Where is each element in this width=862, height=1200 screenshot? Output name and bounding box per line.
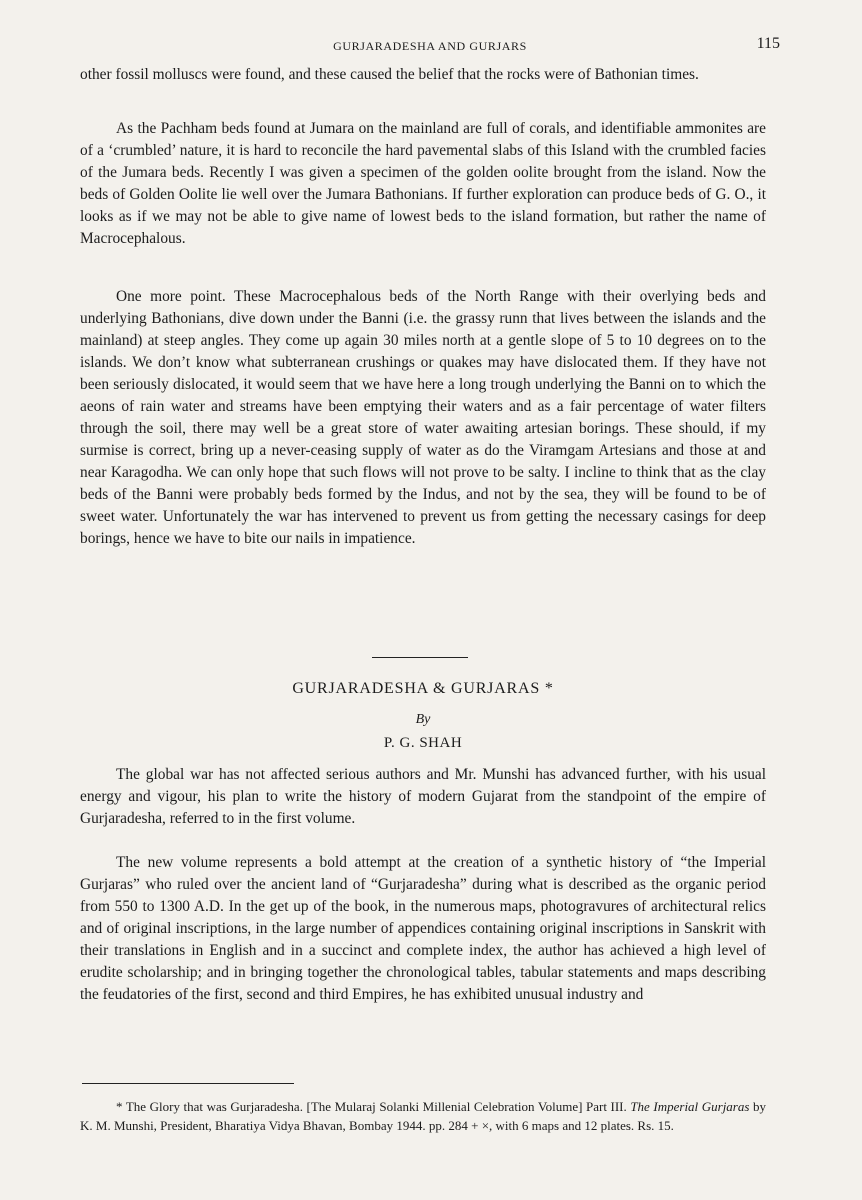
article-byline: By	[415, 712, 431, 727]
article-paragraph-1: The global war has not affected serious authors and Mr. Munshi has advanced further, with his usual energy and vigour, his plan to write the history of modern Gujarat from the standpoint of the empire of Gurjaradesha, referred to in the first volume.	[80, 766, 766, 827]
page-number: 115	[756, 35, 780, 52]
footnote-rule	[82, 1083, 294, 1084]
page-header	[80, 34, 780, 56]
section-divider	[372, 657, 468, 658]
footnote-part2: by K. M. Munshi, President, Bharatiya Vidya Bhavan, Bombay 1944. pp. 284 + ×, with 6 maps and 12 plates. Rs. 15.	[80, 1099, 767, 1133]
article-author: P. G. SHAH	[383, 735, 463, 751]
running-title: GURJARADESHA AND GURJARS	[333, 39, 527, 53]
article-paragraph-2: The new volume represents a bold attempt at the creation of a synthetic history of “the Imperial Gurjaras” who ruled over the ancient land of “Gurjaradesha” during what is described as the organic period from 550 to 1300 A.D. In the get up of the book, in the numerous maps, photogravures of architectural relics and of original inscriptions, in the large number of appendices containing original inscriptions in Sanskrit with their translations in English and in a succinct and complete index, the author has achieved a high level of erudite scholarship; and in bringing together the chronological tables, tabular statements and maps describing the feudatories of the first, second and third Empires, he has exhibited unusual industry and	[80, 854, 766, 1003]
paragraph-continuation: other fossil molluscs were found, and these caused the belief that the rocks were of Bathonian times.	[80, 66, 699, 83]
paragraph-one-more-point: One more point. These Macrocephalous beds of the North Range with their overlying beds and underlying Bathonians, dive down under the Banni (i.e. the grassy runn that lives between the islands and the mainland) at steep angles. They come up again 30 miles north at a gentle slope of 5 to 10 degrees on to the islands. We don’t know what subterranean crushings or quakes may have dislocated them. If they have not been seriously dislocated, it would seem that we have here a long trough underlying the Banni on to which the aeons of rain water and streams have been emptying their waters and as a fair percentage of water filters through the soil, there may well be a great store of water awaiting artesian borings. These should, if my surmise is correct, bring up a never-ceasing supply of water as do the Viramgam Artesians and those at and near Karagodha. We can only hope that such flows will not prove to be salty. I incline to think that as the clay beds of the Banni were probably beds formed by the Indus, and not by the sea, they will be found to be of sweet water. Unfortunately the war has intervened to prevent us from getting the necessary casings for deep borings, hence we have to bite our nails in impatience.	[80, 288, 766, 547]
footnote	[80, 1097, 766, 1135]
article-title: GURJARADESHA & GURJARAS *	[292, 680, 554, 697]
paragraph-pachham-beds: As the Pachham beds found at Jumara on the mainland are full of corals, and identifiable ammonites are of a ‘crumbled’ nature, it is hard to reconcile the hard pavemental slabs of this Island with the crumbled facies of the Jumara beds. Recently I was given a specimen of the golden oolite brought from the island. Now the beds of Golden Oolite lie well over the Jumara Bathonians. If further exploration can produce beds of G. O., it looks as if we may not be able to give name of lowest beds to the island formation, but rather the name of Macrocephalous.	[80, 120, 766, 247]
footnote-book-title: The Imperial Gurjaras	[630, 1099, 750, 1114]
footnote-part1: * The Glory that was Gurjaradesha. [The Mularaj Solanki Millenial Celebration Volume] Part III.	[116, 1099, 627, 1114]
